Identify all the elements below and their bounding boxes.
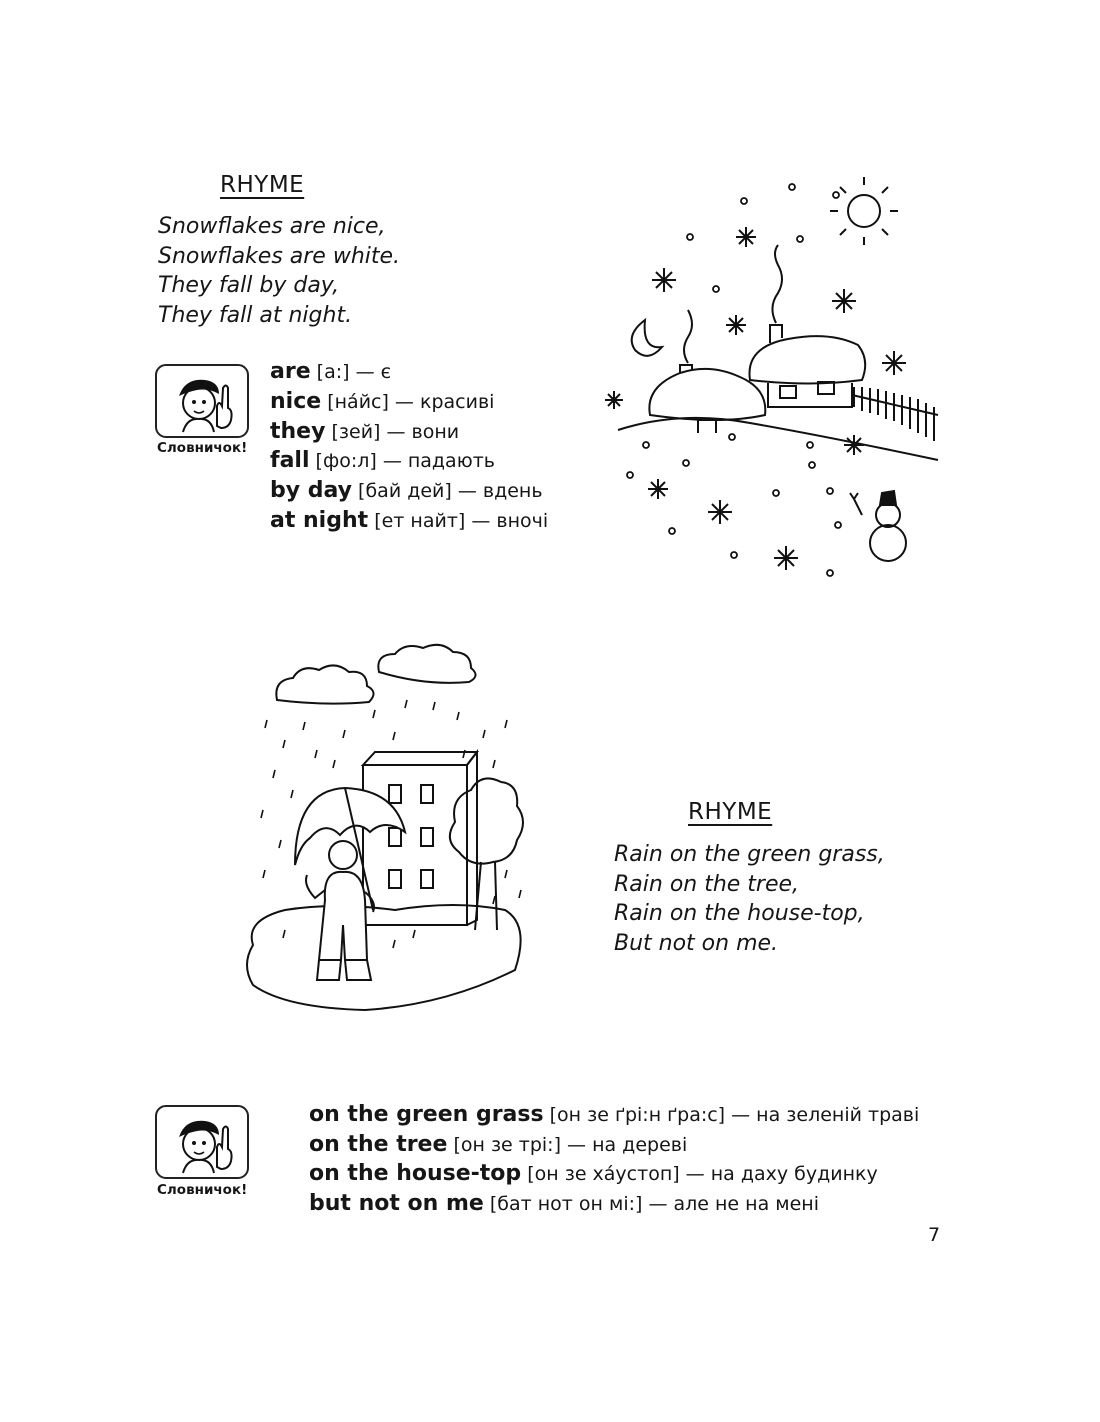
snow-poem bbox=[158, 212, 400, 330]
poem-line: Rain on the green grass, bbox=[614, 842, 885, 867]
vocab-word: on the tree bbox=[309, 1131, 448, 1157]
poem-line: Rain on the tree, bbox=[614, 871, 800, 897]
vocab-translation: [он зе трі:] — на дереві bbox=[447, 1133, 688, 1156]
vocab-entry bbox=[270, 357, 548, 387]
rain-poem bbox=[614, 840, 885, 958]
vocab-word: by day bbox=[270, 478, 353, 504]
vocab-translation: [он зе ха́устоп] — на даху будинку bbox=[521, 1163, 878, 1186]
vocab-entry bbox=[270, 506, 548, 536]
vocab-entry bbox=[309, 1100, 919, 1130]
vocab-translation: [бат нот он мі:] — але не на мені bbox=[483, 1192, 819, 1215]
vocab-entry bbox=[270, 417, 548, 447]
vocab-word: but not on me bbox=[309, 1190, 484, 1216]
vocab-translation: [фо:л] — падають bbox=[309, 450, 495, 473]
vocab-entry bbox=[270, 446, 548, 476]
vocab-translation: [он зе ґрі:н ґра:с] — на зеленій траві bbox=[543, 1104, 920, 1126]
vocab-translation: [a:] — є bbox=[310, 361, 392, 383]
vocab-entry bbox=[309, 1189, 919, 1219]
boy-pointing-icon bbox=[157, 1107, 247, 1177]
vocab-translation: [ет найт] — вночі bbox=[368, 509, 549, 532]
vocab-word: on the green grass bbox=[309, 1102, 544, 1127]
boy-pointing-icon bbox=[157, 366, 247, 436]
vocab-word: on the house-top bbox=[309, 1161, 522, 1187]
rain-scene-illustration bbox=[245, 640, 530, 1020]
poem-line: They fall by day, bbox=[158, 273, 340, 298]
vocab-entry bbox=[270, 387, 548, 417]
vocab-word: fall bbox=[270, 448, 310, 474]
dictionary-badge bbox=[155, 364, 249, 438]
poem-line: But not on me. bbox=[614, 930, 779, 956]
dictionary-badge bbox=[155, 1105, 249, 1179]
vocab-entry bbox=[309, 1159, 919, 1189]
vocab-translation: [зей] — вони bbox=[325, 420, 460, 443]
poem-line: Snowflakes are white. bbox=[158, 243, 401, 269]
rhyme-heading-rain: RHYME bbox=[688, 799, 773, 825]
poem-line: They fall at night. bbox=[158, 302, 353, 328]
vocab-translation: [бай дей] — вдень bbox=[352, 480, 543, 503]
rhyme-heading-snow: RHYME bbox=[220, 172, 305, 198]
poem-line: Snowflakes are nice, bbox=[158, 214, 386, 239]
vocab-entry bbox=[309, 1130, 919, 1160]
poem-line: Rain on the house-top, bbox=[614, 901, 865, 926]
page-number: 7 bbox=[928, 1224, 941, 1246]
vocab-word: are bbox=[270, 359, 311, 384]
vocab-list-rain bbox=[309, 1100, 919, 1218]
dictionary-label: Словничок! bbox=[157, 440, 248, 456]
vocab-entry bbox=[270, 476, 548, 506]
vocab-word: they bbox=[270, 418, 326, 444]
dictionary-label: Словничок! bbox=[157, 1182, 248, 1198]
vocab-translation: [на́йс] — красиві bbox=[321, 390, 495, 413]
vocab-word: nice bbox=[270, 388, 322, 414]
vocab-list-snow bbox=[270, 357, 548, 536]
vocab-word: at night bbox=[270, 507, 369, 533]
winter-scene-illustration bbox=[600, 175, 945, 590]
